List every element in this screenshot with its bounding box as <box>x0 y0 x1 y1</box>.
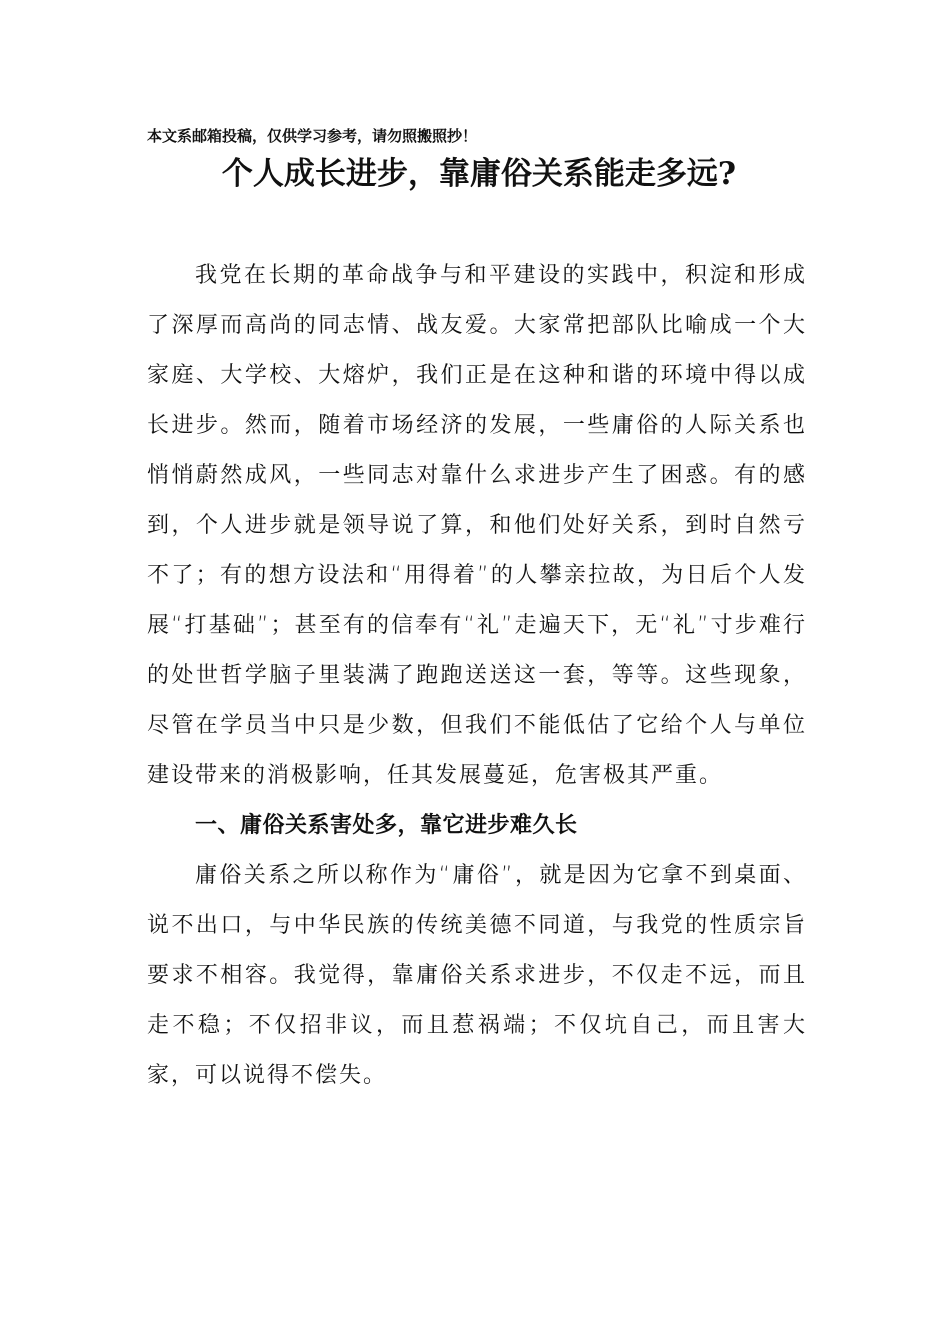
section-heading: 一、庸俗关系害处多，靠它进步难久长 <box>195 813 578 838</box>
article-body <box>147 251 807 1101</box>
copyright-notice: 本文系邮箱投稿，仅供学习参考，请勿照搬照抄！ <box>147 127 478 145</box>
paragraph-section-one: 庸俗关系之所以称作为“庸俗”，就是因为它拿不到桌面、说不出口，与中华民族的传统美德不同道，与我党的性质宗旨要求不相容。我觉得，靠庸俗关系求进步，不仅走不远，而且走不稳；不仅招非议，而且惹祸端；不仅坑自己，而且害大家，可以说得不偿失。 <box>147 863 807 1088</box>
article-title: 个人成长进步，靠庸俗关系能走多远? <box>221 156 737 192</box>
paragraph-intro: 我党在长期的革命战争与和平建设的实践中，积淀和形成了深厚而高尚的同志情、战友爱。大家常把部队比喻成一个大家庭、大学校、大熔炉，我们正是在这种和谐的环境中得以成长进步。然而，随着市场经济的发展，一些庸俗的人际关系也悄悄蔚然成风，一些同志对靠什么求进步产生了困惑。有的感到，个人进步就是领导说了算，和他们处好关系，到时自然亏不了；有的想方设法和“用得着”的人攀亲拉故，为日后个人发展“打基础”；甚至有的信奉有“礼”走遍天下，无“礼”寸步难行的处世哲学脑子里装满了跑跑送送这一套，等等。这些现象，尽管在学员当中只是少数，但我们不能低估了它给个人与单位建设带来的消极影响，任其发展蔓延，危害极其严重。 <box>147 263 807 788</box>
